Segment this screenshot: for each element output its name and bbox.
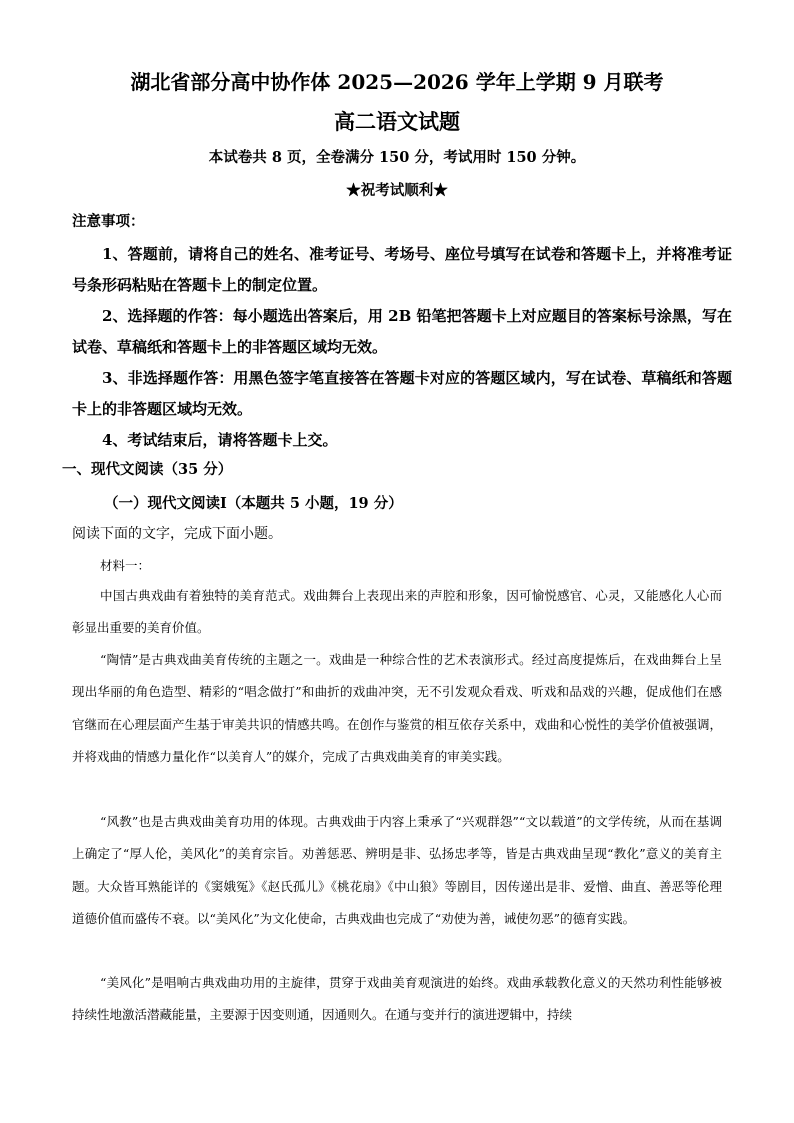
notice-item: 4、考试结束后，请将答题卡上交。 xyxy=(102,431,338,449)
material-label: 材料一： xyxy=(100,558,151,573)
article-paragraph: “风教”也是古典戏曲美育功用的体现。古典戏曲于内容上秉承了“兴观群怨”“文以载道”的文学传统，从而在基调上确定了“厚人伦，美风化”的美育宗旨。劝善惩恶、辨明是非、弘扬忠孝等，皆是古典戏曲呈现“教化”意义的美育主题。大众皆耳熟能详的《窦娥冤》《赵氏孤儿》《桃花扇》《中山狼》等剧目，因传递出是非、爱憎、曲直、善恶等伦理道德价值而盛传不衰。以“美风化”为文化使命，古典戏曲也完成了“劝使为善，诫使勿恶”的德育实践。 xyxy=(72,814,722,926)
article-paragraph: “陶情”是古典戏曲美育传统的主题之一。戏曲是一种综合性的艺术表演形式。经过高度提炼后，在戏曲舞台上呈现出华丽的角色造型、精彩的“唱念做打”和曲折的戏曲冲突，无不引发观众看戏、听戏和品戏的兴趣，促成他们在感官继而在心理层面产生基于审美共识的情感共鸣。在创作与鉴赏的相互依存关系中，戏曲和心悦性的美学价值被强调，并将戏曲的情感力量化作“以美育人”的媒介，完成了古典戏曲美育的审美实践。 xyxy=(72,652,723,764)
section-heading: 一、现代文阅读（35 分） xyxy=(62,461,233,478)
article-paragraph: “美风化”是唱响古典戏曲功用的主旋律，贯穿于戏曲美育观演进的始终。戏曲承载教化意义的天然功利性能够被持续性地激活潜藏能量，主要源于因变则通，因通则久。在通与变并行的演进逻辑中，持续 xyxy=(72,975,722,1023)
notice-item: 3、非选择题作答：用黑色签字笔直接答在答题卡对应的答题区域内，写在试卷、草稿纸和答题卡上的非答题区域均无效。 xyxy=(72,369,732,418)
notice-heading: 注意事项： xyxy=(72,213,145,230)
exam-subtitle: 高二语文试题 xyxy=(334,109,460,134)
blessing-line: ★祝考试顺利★ xyxy=(346,182,448,199)
notice-item: 2、选择题的作答：每小题选出答案后，用 2B 铅笔把答题卡上对应题目的答案标号涂黑，写在试卷、草稿纸和答题卡上的非答题区域均无效。 xyxy=(72,307,732,356)
notice-item: 1、答题前，请将自己的姓名、准考证号、考场号、座位号填写在试卷和答题卡上，并将准考证号条形码粘贴在答题卡上的制定位置。 xyxy=(72,245,732,294)
reading-instruction: 阅读下面的文字，完成下面小题。 xyxy=(72,526,282,542)
exam-info: 本试卷共 8 页，全卷满分 150 分，考试用时 150 分钟。 xyxy=(208,149,586,166)
exam-title: 湖北省部分高中协作体 2025—2026 学年上学期 9 月联考 xyxy=(130,70,664,94)
article-paragraph: 中国古典戏曲有着独特的美育范式。戏曲舞台上表现出来的声腔和形象，因可愉悦感官、心灵，又能感化人心而彰显出重要的美育价值。 xyxy=(72,588,722,636)
subsection-heading: （一）现代文阅读Ⅰ（本题共 5 小题，19 分） xyxy=(104,495,403,512)
